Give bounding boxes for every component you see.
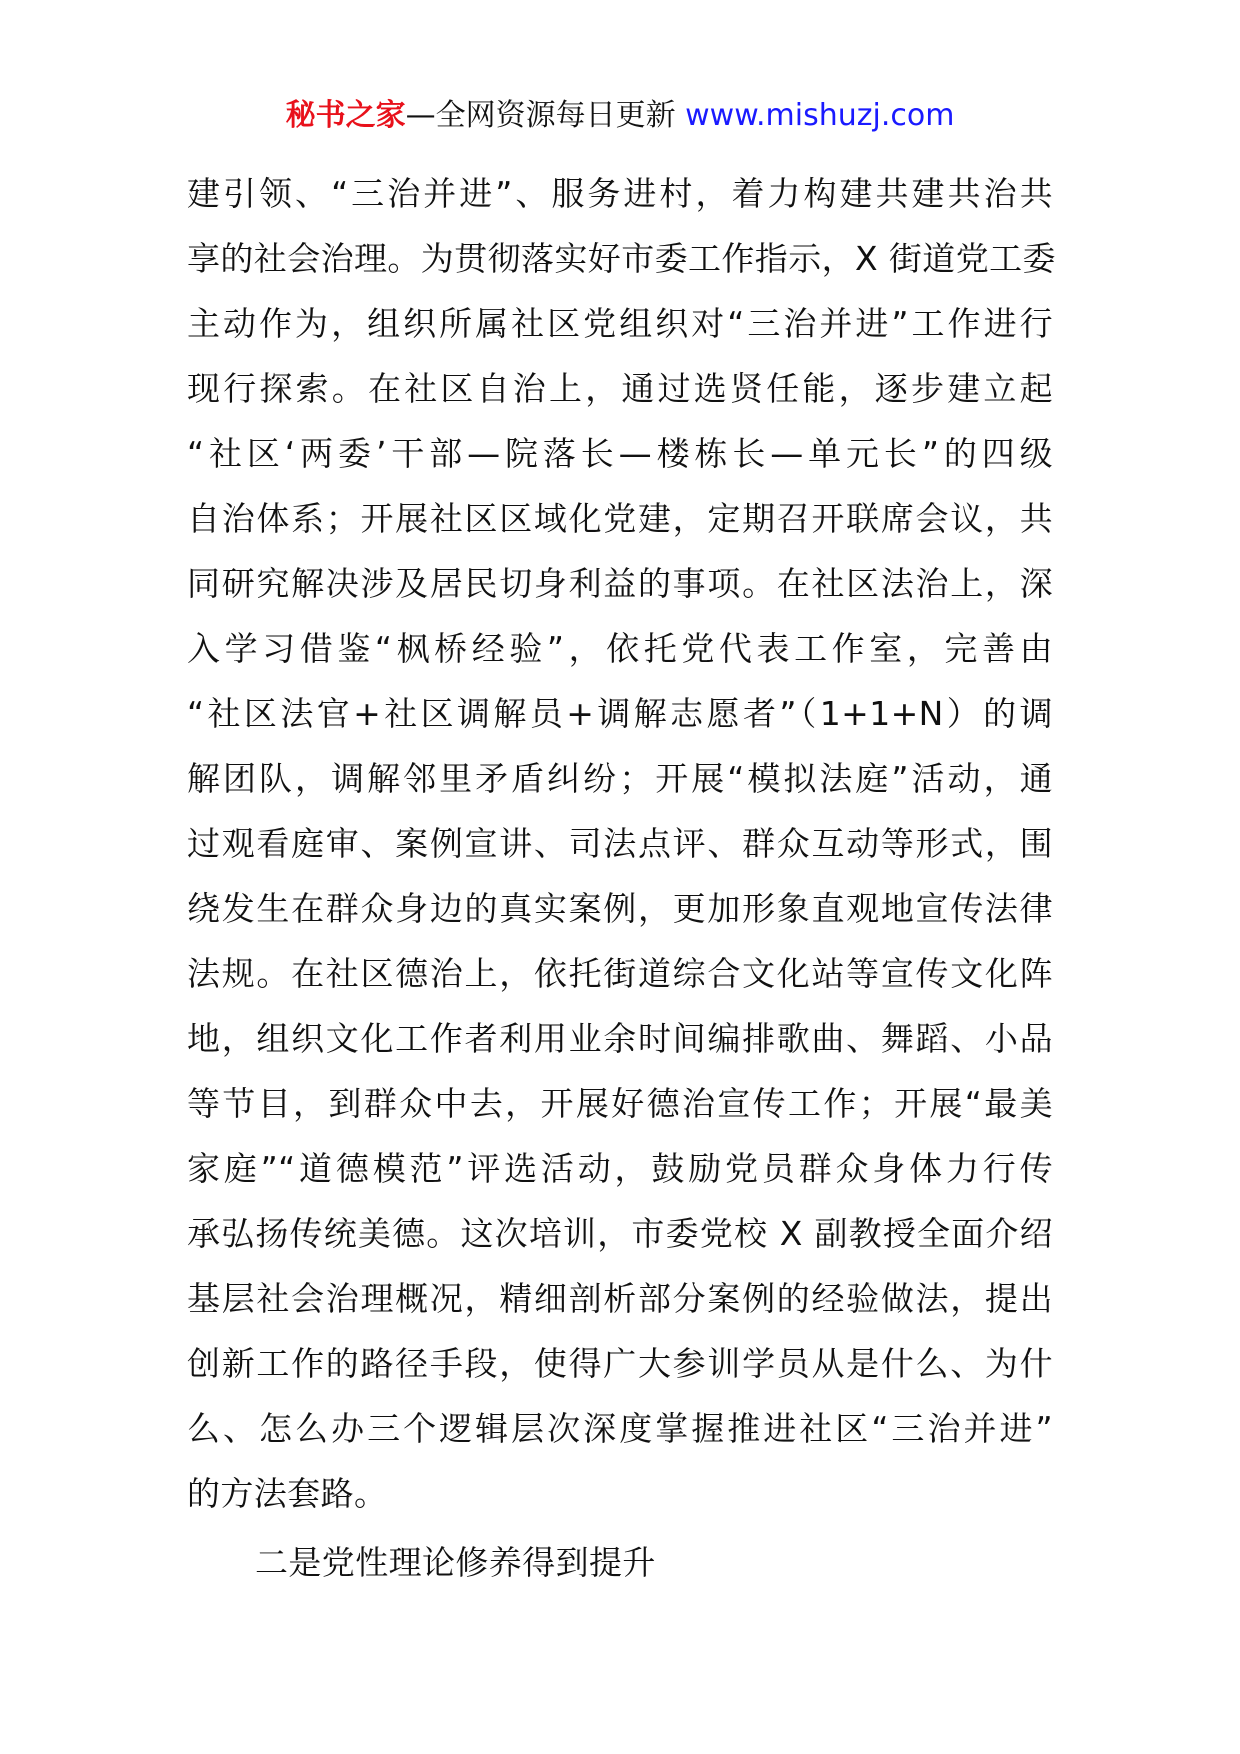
paragraph-line: 自治体系；开展社区区域化党建，定期召开联席会议，共 [187,499,1053,538]
paragraph-line: 承弘扬传统美德。这次培训，市委党校 X 副教授全面介绍 [187,1214,1053,1253]
paragraph-line: 主动作为，组织所属社区党组织对“三治并进”工作进行 [187,304,1053,343]
paragraph-line: 解团队，调解邻里矛盾纠纷；开展“模拟法庭”活动，通 [187,759,1053,798]
paragraph-line: 创新工作的路径手段，使得广大参训学员从是什么、为什 [187,1344,1053,1383]
paragraph-line: 建引领、“三治并进”、服务进村，着力构建共建共治共 [187,174,1053,213]
paragraph-line: 家庭”“道德模范”评选活动，鼓励党员群众身体力行传 [187,1149,1053,1188]
banner-tagline: —全网资源每日更新 [405,98,686,133]
brand-name: 秘书之家 [285,98,406,133]
paragraph-line: 么、怎么办三个逻辑层次深度掌握推进社区“三治并进” [187,1409,1053,1448]
body-paragraph [187,161,1056,1526]
paragraph-line: 地，组织文化工作者利用业余时间编排歌曲、舞蹈、小品 [187,1019,1053,1058]
paragraph-line: 绕发生在群众身边的真实案例，更加形象直观地宣传法律 [187,889,1053,928]
paragraph-line: 的方法套路。 [187,1474,388,1513]
paragraph-line: 基层社会治理概况，精细剖析部分案例的经验做法，提出 [187,1279,1053,1318]
site-url-link[interactable]: www.mishuzj.com [685,98,955,133]
site-banner [0,96,1240,136]
section-subheading: 二是党性理论修养得到提升 [255,1543,656,1582]
paragraph-line: 现行探索。在社区自治上，通过选贤任能，逐步建立起 [187,369,1053,408]
paragraph-line: 入学习借鉴“枫桥经验”，依托党代表工作室，完善由 [187,629,1053,668]
paragraph-line: “社区法官+社区调解员+调解志愿者”（1+1+N）的调 [187,694,1053,733]
paragraph-line: “社区‘两委’干部—院落长—楼栋长—单元长”的四级 [187,434,1053,473]
paragraph-line: 法规。在社区德治上，依托街道综合文化站等宣传文化阵 [187,954,1053,993]
paragraph-line: 等节目，到群众中去，开展好德治宣传工作；开展“最美 [187,1084,1053,1123]
paragraph-line: 享的社会治理。为贯彻落实好市委工作指示，X 街道党工委 [187,239,1056,278]
paragraph-line: 过观看庭审、案例宣讲、司法点评、群众互动等形式，围 [187,824,1053,863]
paragraph-line: 同研究解决涉及居民切身利益的事项。在社区法治上，深 [187,564,1053,603]
